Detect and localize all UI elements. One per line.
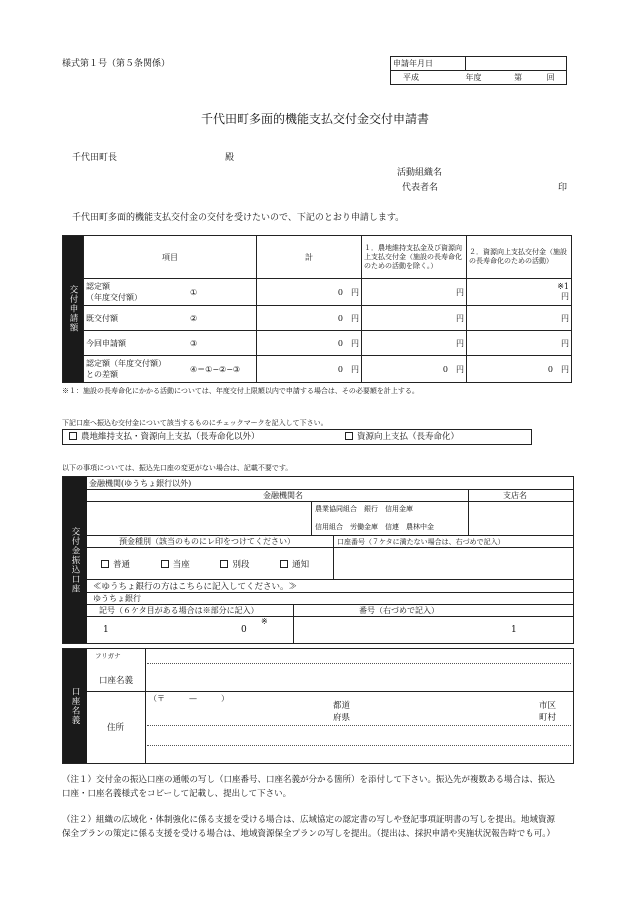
deposit-options xyxy=(101,558,309,570)
holder-side-label: 口座名義 xyxy=(63,649,87,763)
row-total[interactable]: 0 円 xyxy=(257,279,362,306)
honorific: 殿 xyxy=(225,153,235,163)
checkbox-icon[interactable] xyxy=(101,560,109,568)
row-no: ③ xyxy=(188,331,257,356)
row-col1: 0 円 xyxy=(362,356,467,383)
checkbox-icon[interactable] xyxy=(69,432,77,440)
row-label: 認定額（年度交付額） との差額 xyxy=(84,356,189,383)
pref-1: 都道 xyxy=(333,701,351,711)
holder-block xyxy=(62,648,574,764)
deposit-type-label: 預金種別（該当のものにレ印をつけてください） xyxy=(119,537,295,546)
holder-name-field[interactable] xyxy=(145,663,571,689)
checkbox-icon[interactable] xyxy=(220,560,228,568)
inst-types-1: 農業協同組合 銀行 信用金庫 xyxy=(315,505,413,513)
account-no-label: 口座番号（７ケタに満たない場合は、右づめで記入） xyxy=(337,538,505,546)
row-col2[interactable]: ※1 円 xyxy=(467,279,572,306)
pref-2: 府県 xyxy=(333,713,351,723)
row-col2[interactable]: 円 xyxy=(467,331,572,356)
dep-opt-futsu[interactable]: 普通 xyxy=(101,560,130,570)
seal-mark: 印 xyxy=(558,183,568,193)
dep-opt-tsuchi[interactable]: 通知 xyxy=(280,560,309,570)
header-item: 項目 xyxy=(84,236,257,279)
header-col1: １．農地維持支払金及び資源向上支払交付金（施設の長寿命化のための活動を除く。） xyxy=(362,236,467,279)
row-no: ① xyxy=(188,279,257,306)
grant-footnote: ※１：施設の長寿命化にかかる活動については、年度交付上限額以内で申請する場合は、その必要額を計上する。 xyxy=(62,387,419,395)
org-name-label: 活動組織名 xyxy=(397,168,443,178)
bango-digit-last[interactable]: 1 xyxy=(511,625,517,635)
app-date-era-row[interactable]: 平成 年度 第 回 xyxy=(391,71,567,85)
addressee: 千代田町長 xyxy=(72,153,118,163)
yucho-label: ゆうちょ銀行 xyxy=(93,594,141,603)
row-total[interactable]: 0 円 xyxy=(257,306,362,331)
dep-opt-toza[interactable]: 当座 xyxy=(161,560,190,570)
rep-name-label: 代表者名 xyxy=(402,183,439,193)
note-1: （注１）交付金の振込口座の通帳の写し（口座番号、口座名義が分かる箇所）を添付して下さい。振込先が複数ある場合は、振込口座・口座名義様式をコピーして記載し、提出して下さい。 xyxy=(62,775,556,799)
city-1: 市区 xyxy=(539,701,557,711)
row-no: ② xyxy=(188,306,257,331)
check-opt2[interactable]: 資源向上支払（長寿命化） xyxy=(345,430,459,444)
kigo-label: 記号（６ケタ目がある場合は※部分に記入） xyxy=(99,606,259,615)
holder-name-label: 口座名義 xyxy=(99,676,134,686)
row-col1[interactable]: 円 xyxy=(362,279,467,306)
app-date-value[interactable] xyxy=(466,57,567,71)
kigo-digit-0[interactable]: 0 xyxy=(241,625,247,635)
checkbox-icon[interactable] xyxy=(345,432,353,440)
inst-name-label: 金融機関名 xyxy=(263,491,303,500)
bango-label: 番号（右づめで記入） xyxy=(359,606,439,615)
note-2: （注２）組織の広域化・体制強化に係る支援を受ける場合は、広域協定の認定書の写しや登記事項証明書の写しを提出。地域資源保全プランの策定に係る支援を受ける場合は、地域資源保全プランの写しを提出。（提出は、採択申請や実施状況報告時でも可。） xyxy=(62,815,556,839)
kigo-mark: ※ xyxy=(261,617,268,626)
grant-side-label: 交付申請額 xyxy=(63,236,84,383)
row-col2: 0 円 xyxy=(467,356,572,383)
header-col2: ２．資源向上支払交付金（施設の長寿命化のための活動） xyxy=(467,236,572,279)
check-box-row xyxy=(62,429,532,445)
row-total: 0 円 xyxy=(257,356,362,383)
checkbox-icon[interactable] xyxy=(280,560,288,568)
form-number: 様式第１号（第５条関係） xyxy=(62,59,171,69)
bank-side-label: 交付金振込口座 xyxy=(63,477,87,643)
branch-label: 支店名 xyxy=(503,491,527,500)
inst-label: 金融機関(ゆうちょ銀行以外) xyxy=(89,479,192,488)
row-col2[interactable]: 円 xyxy=(467,306,572,331)
yucho-note: ≪ゆうちょ銀行の方はこちらに記入してください。≫ xyxy=(93,582,298,592)
bank-block xyxy=(62,476,574,644)
bank-instruction: 以下の事項については、振込先口座の変更がない場合は、記載不要です。 xyxy=(62,464,293,472)
city-2: 町村 xyxy=(539,713,557,723)
row-no: ④＝①−②−③ xyxy=(188,356,257,383)
address-label: 住所 xyxy=(107,723,125,733)
header-total: 計 xyxy=(257,236,362,279)
check-instruction: 下記口座へ振込む交付金について該当するものにチェックマークを記入して下さい。 xyxy=(62,419,328,427)
row-label: 今回申請額 xyxy=(84,331,189,356)
inst-types-2: 信用組合 労働金庫 信連 農林中金 xyxy=(315,523,434,531)
application-date-box xyxy=(390,56,567,85)
row-label: 認定額 （年度交付額） xyxy=(84,279,189,306)
postal-code[interactable]: （〒 — ） xyxy=(149,694,229,703)
row-col1[interactable]: 円 xyxy=(362,306,467,331)
app-date-label: 申請年月日 xyxy=(391,57,466,71)
dep-opt-betsudan[interactable]: 別段 xyxy=(220,560,249,570)
row-total[interactable]: 0 円 xyxy=(257,331,362,356)
grant-table xyxy=(62,235,572,383)
page-title: 千代田町多面的機能支払交付金交付申請書 xyxy=(200,112,429,126)
kigo-digit-1[interactable]: 1 xyxy=(103,625,109,635)
intro-text: 千代田町多面的機能支払交付金の交付を受けたいので、下記のとおり申請します。 xyxy=(72,213,405,223)
check-opt1[interactable]: 農地維持支払・資源向上支払（長寿命化以外） xyxy=(69,432,260,442)
row-label: 既交付額 xyxy=(84,306,189,331)
furigana-label: フリガナ xyxy=(95,652,121,660)
checkbox-icon[interactable] xyxy=(161,560,169,568)
row-col1[interactable]: 円 xyxy=(362,331,467,356)
